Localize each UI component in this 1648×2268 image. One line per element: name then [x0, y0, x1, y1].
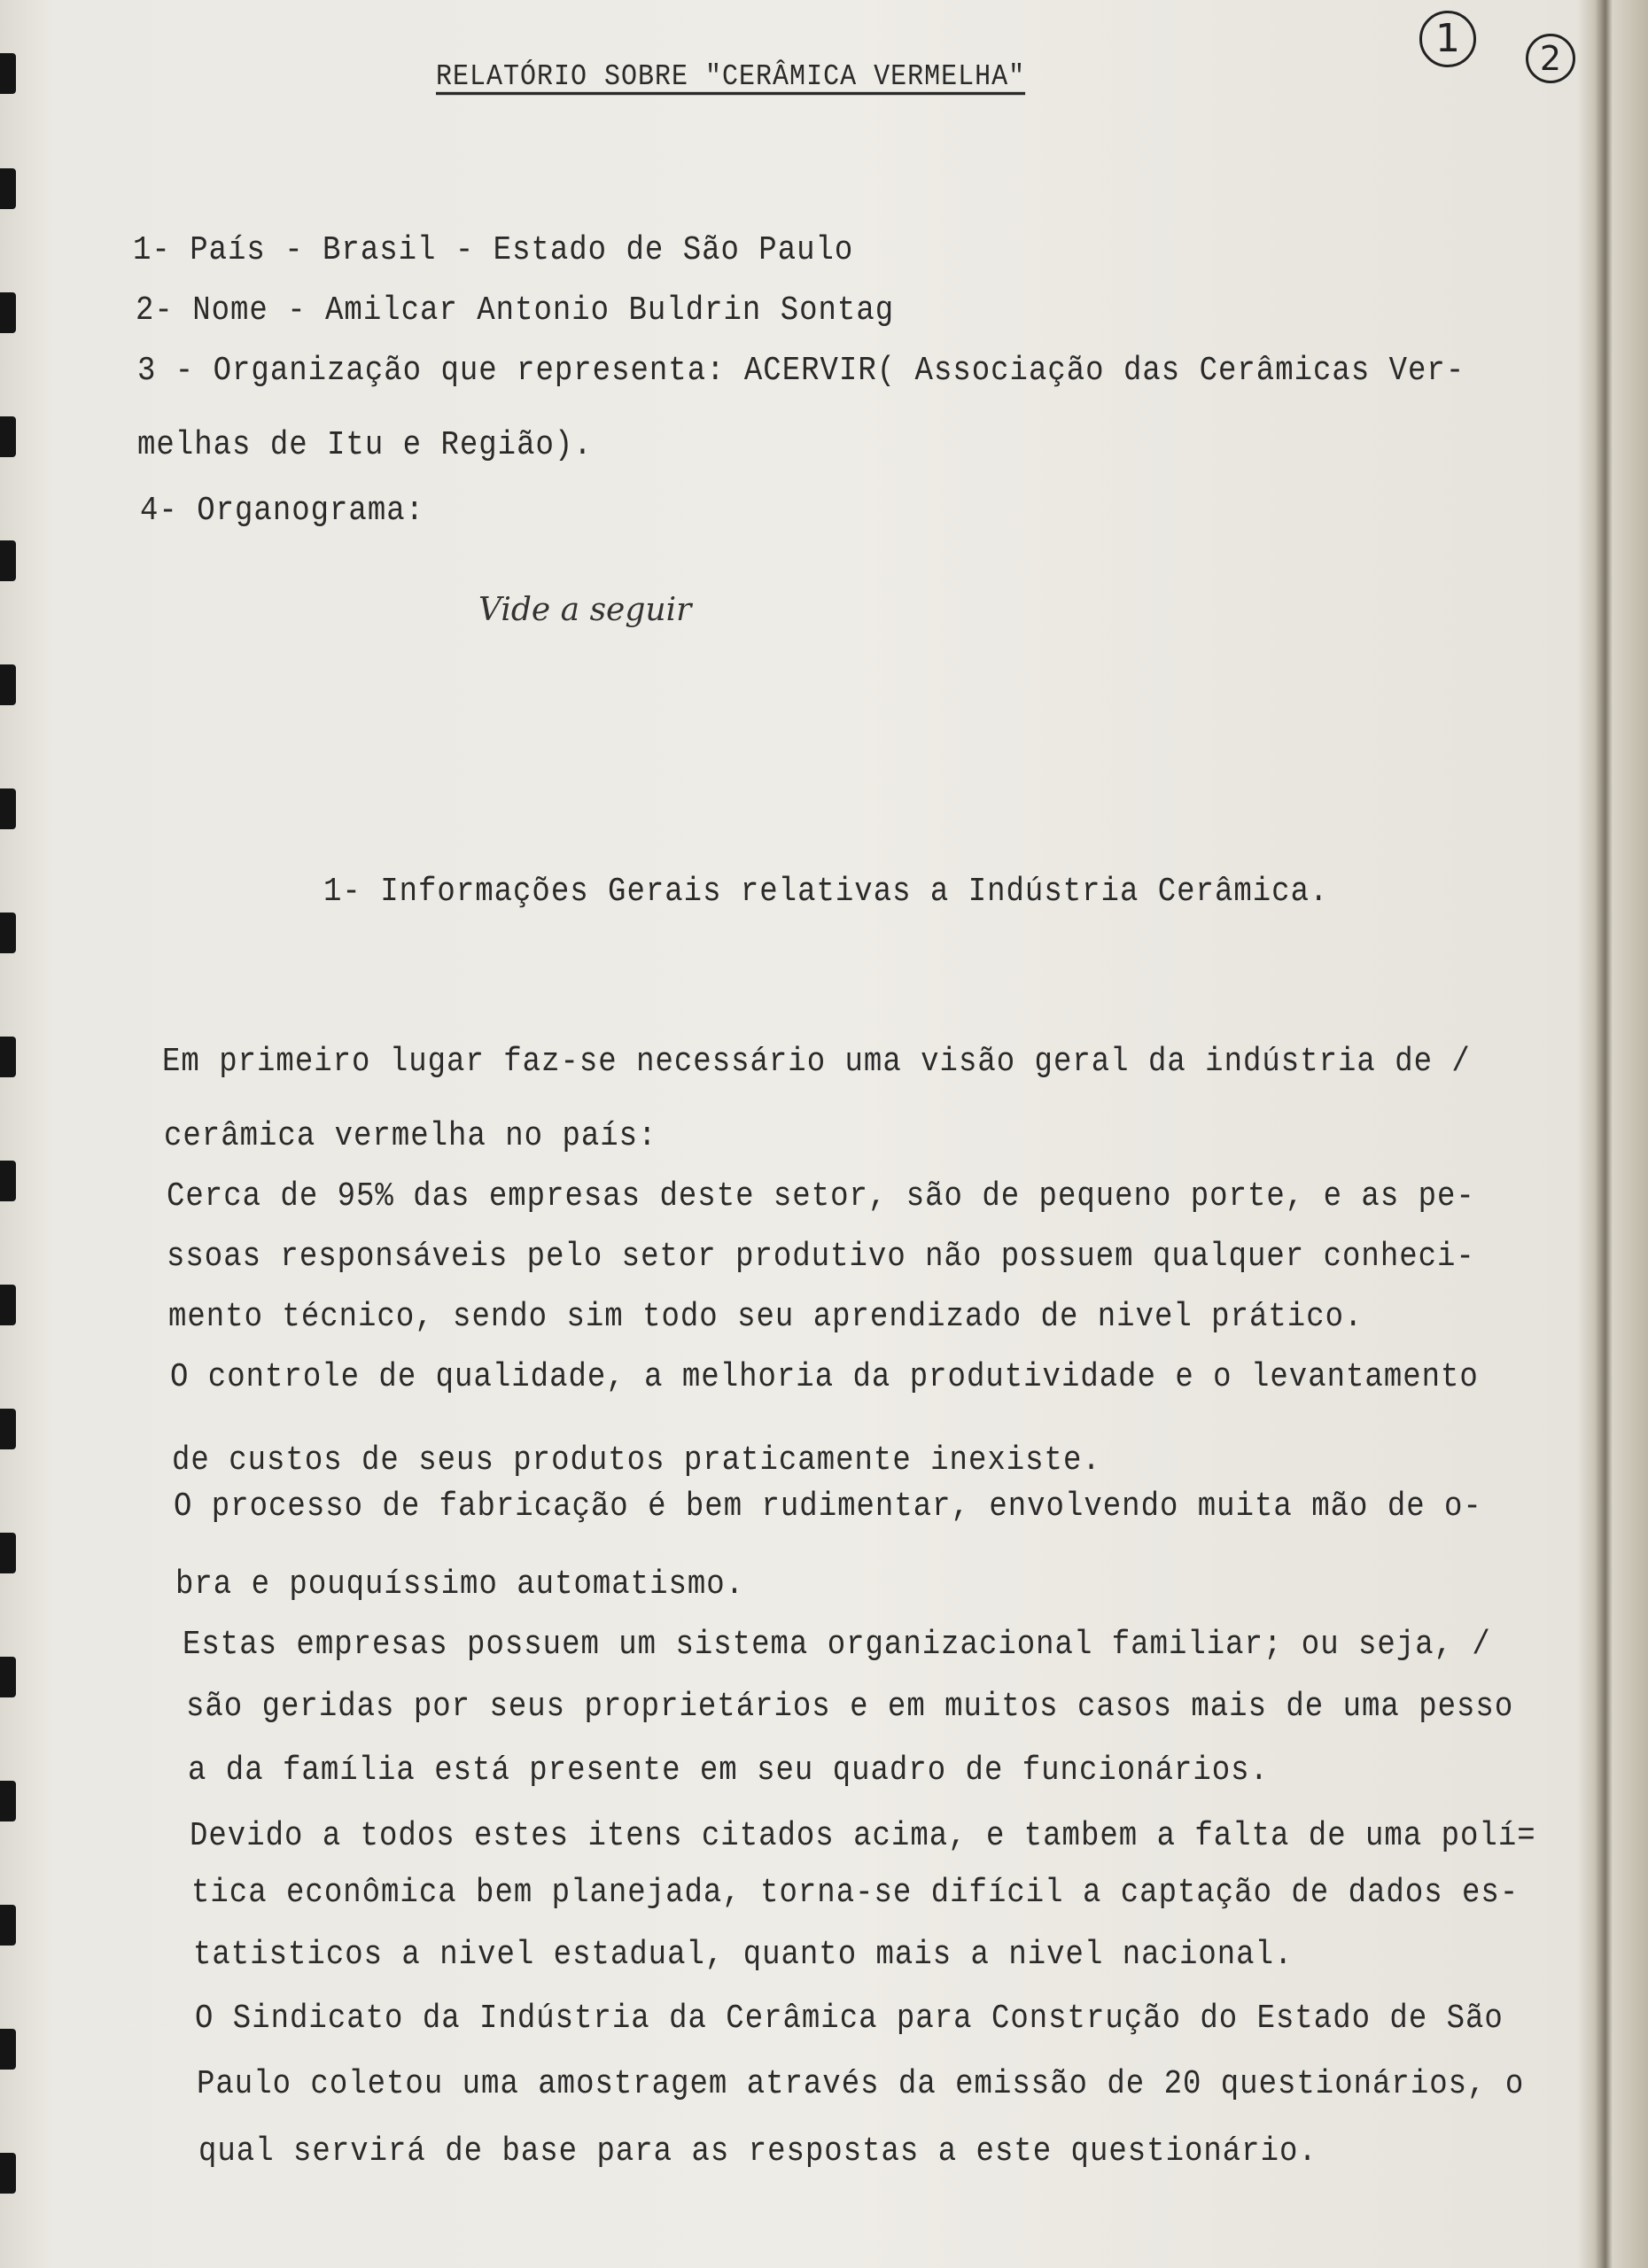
binder-hole — [0, 53, 16, 94]
section-heading: 1- Informações Gerais relativas a Indústria Cerâmica. — [323, 874, 1329, 912]
binder-hole — [0, 913, 16, 953]
body-line: são geridas por seus proprietários e em muitos casos mais de uma pesso — [186, 1689, 1514, 1727]
item-organization-cont: melhas de Itu e Região). — [137, 427, 593, 465]
binder-hole — [0, 1781, 16, 1821]
item-organogram: 4- Organograma: — [140, 493, 425, 531]
body-line: Cerca de 95% das empresas deste setor, são de pequeno porte, e as pe- — [167, 1178, 1475, 1216]
binder-hole — [0, 168, 16, 209]
body-line: Paulo coletou uma amostragem através da emissão de 20 questionários, o — [197, 2066, 1525, 2104]
document-title: RELATÓRIO SOBRE "CERÂMICA VERMELHA" — [436, 60, 1026, 95]
binder-hole — [0, 664, 16, 705]
body-line: mento técnico, sendo sim todo seu aprendizado de nivel prático. — [168, 1299, 1364, 1337]
page-number-circled: 1 — [1419, 11, 1476, 67]
binder-hole — [0, 1285, 16, 1325]
body-line: Devido a todos estes itens citados acima, e tambem a falta de uma polí= — [190, 1818, 1536, 1856]
binder-hole — [0, 1657, 16, 1697]
binder-hole — [0, 1037, 16, 1077]
item-name: 2- Nome - Amilcar Antonio Buldrin Sontag — [136, 292, 895, 330]
body-line: O Sindicato da Indústria da Cerâmica para Construção do Estado de São — [195, 2000, 1504, 2039]
body-line: cerâmica vermelha no país: — [164, 1118, 657, 1156]
binder-hole — [0, 1533, 16, 1573]
binder-hole — [0, 1905, 16, 1946]
body-line: tatisticos a nivel estadual, quanto mais a nivel nacional. — [193, 1937, 1294, 1975]
binder-hole — [0, 2153, 16, 2194]
body-line: O processo de fabricação é bem rudimentar, envolvendo muita mão de o- — [174, 1488, 1482, 1526]
body-line: bra e pouquíssimo automatismo. — [175, 1566, 745, 1604]
binder-hole — [0, 1161, 16, 1201]
body-line: tica econômica bem planejada, torna-se difícil a captação de dados es- — [191, 1875, 1520, 1913]
binder-hole — [0, 292, 16, 333]
binder-hole — [0, 540, 16, 581]
body-line: ssoas responsáveis pelo setor produtivo não possuem qualquer conheci- — [167, 1239, 1475, 1277]
body-line: a da família está presente em seu quadro de funcionários. — [188, 1752, 1269, 1790]
item-country: 1- País - Brasil - Estado de São Paulo — [133, 232, 854, 270]
item-organization: 3 - Organização que representa: ACERVIR( Associação das Cerâmicas Ver- — [137, 353, 1465, 391]
binder-hole — [0, 416, 16, 457]
handwritten-note: Vide a seguir — [478, 592, 692, 628]
body-line: O controle de qualidade, a melhoria da produtividade e o levantamento — [170, 1359, 1479, 1397]
body-line: Em primeiro lugar faz-se necessário uma visão geral da indústria de / — [162, 1044, 1471, 1082]
body-line: qual servirá de base para as respostas a este questionário. — [198, 2133, 1318, 2171]
body-line: Estas empresas possuem um sistema organizacional familiar; ou seja, / — [183, 1627, 1491, 1665]
body-line: de custos de seus produtos praticamente inexiste. — [172, 1442, 1101, 1480]
binder-hole — [0, 2029, 16, 2070]
page-number-circled: 2 — [1526, 34, 1575, 83]
binder-hole — [0, 1409, 16, 1449]
binder-hole — [0, 788, 16, 829]
